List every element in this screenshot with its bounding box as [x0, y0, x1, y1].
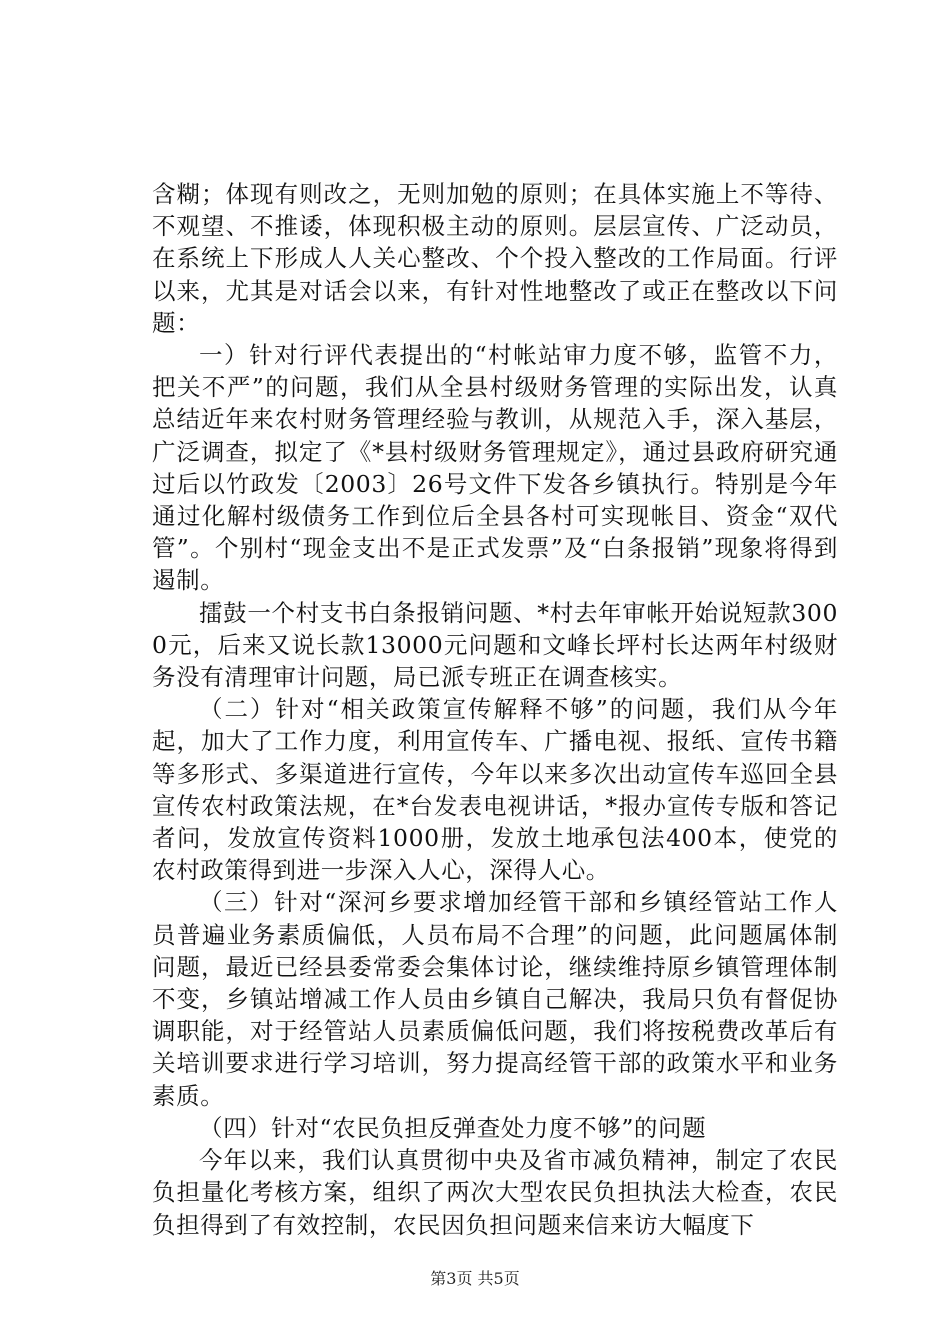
paragraph-4: （二）针对“相关政策宣传解释不够”的问题，我们从今年起，加大了工作力度，利用宣传车、广播电视、报纸、宣传书籍等多形式、多渠道进行宣传，今年以来多次出动宣传车巡回全县宣传农村政策法规，在*台发表电视讲话，*报办宣传专版和答记者问，发放宣传资料1000册，发放土地承包法400本，使党的农村政策得到进一步深入人心，深得人心。	[152, 695, 838, 885]
paragraph-3: 擂鼓一个村支书白条报销问题、*村去年审帐开始说短款3000元，后来又说长款13000元问题和文峰长坪村长达两年村级财务没有清理审计问题，局已派专班正在调查核实。	[152, 598, 838, 692]
paragraph-6: （四）针对“农民负担反弹查处力度不够”的问题	[199, 1113, 707, 1142]
page-number-label: 第3页 共5页	[430, 1269, 520, 1288]
document-body	[152, 178, 838, 1241]
paragraph-1: 含糊；体现有则改之，无则加勉的原则；在具体实施上不等待、不观望、不推诿，体现积极主动的原则。层层宣传、广泛动员，在系统上下形成人人关心整改、个个投入整改的工作局面。行评以来，尤其是对话会以来，有针对性地整改了或正在整改以下问题：	[152, 180, 838, 337]
paragraph-2: 一）针对行评代表提出的“村帐站审力度不够，监管不力，把关不严”的问题，我们从全县村级财务管理的实际出发，认真总结近年来农村财务管理经验与教训，从规范入手，深入基层，广泛调查，拟定了《*县村级财务管理规定》，通过县政府研究通过后以竹政发〔2003〕26号文件下发各乡镇执行。特别是今年通过化解村级债务工作到位后全县各村可实现帐目、资金“双代管”。个别村“现金支出不是正式发票”及“白条报销”现象将得到遏制。	[152, 341, 838, 595]
paragraph-7: 今年以来，我们认真贯彻中央及省市减负精神，制定了农民负担量化考核方案，组织了两次大型农民负担执法大检查，农民负担得到了有效控制，农民因负担问题来信来访大幅度下	[152, 1146, 838, 1239]
paragraph-5: （三）针对“深河乡要求增加经管干部和乡镇经管站工作人员普遍业务素质偏低，人员布局不合理”的问题，此问题属体制问题，最近已经县委常委会集体讨论，继续维持原乡镇管理体制不变，乡镇站增减工作人员由乡镇自己解决，我局只负有督促协调职能，对于经管站人员素质偏低问题，我们将按税费改革后有关培训要求进行学习培训，努力提高经管干部的政策水平和业务素质。	[152, 888, 838, 1110]
page-footer	[0, 1269, 950, 1289]
